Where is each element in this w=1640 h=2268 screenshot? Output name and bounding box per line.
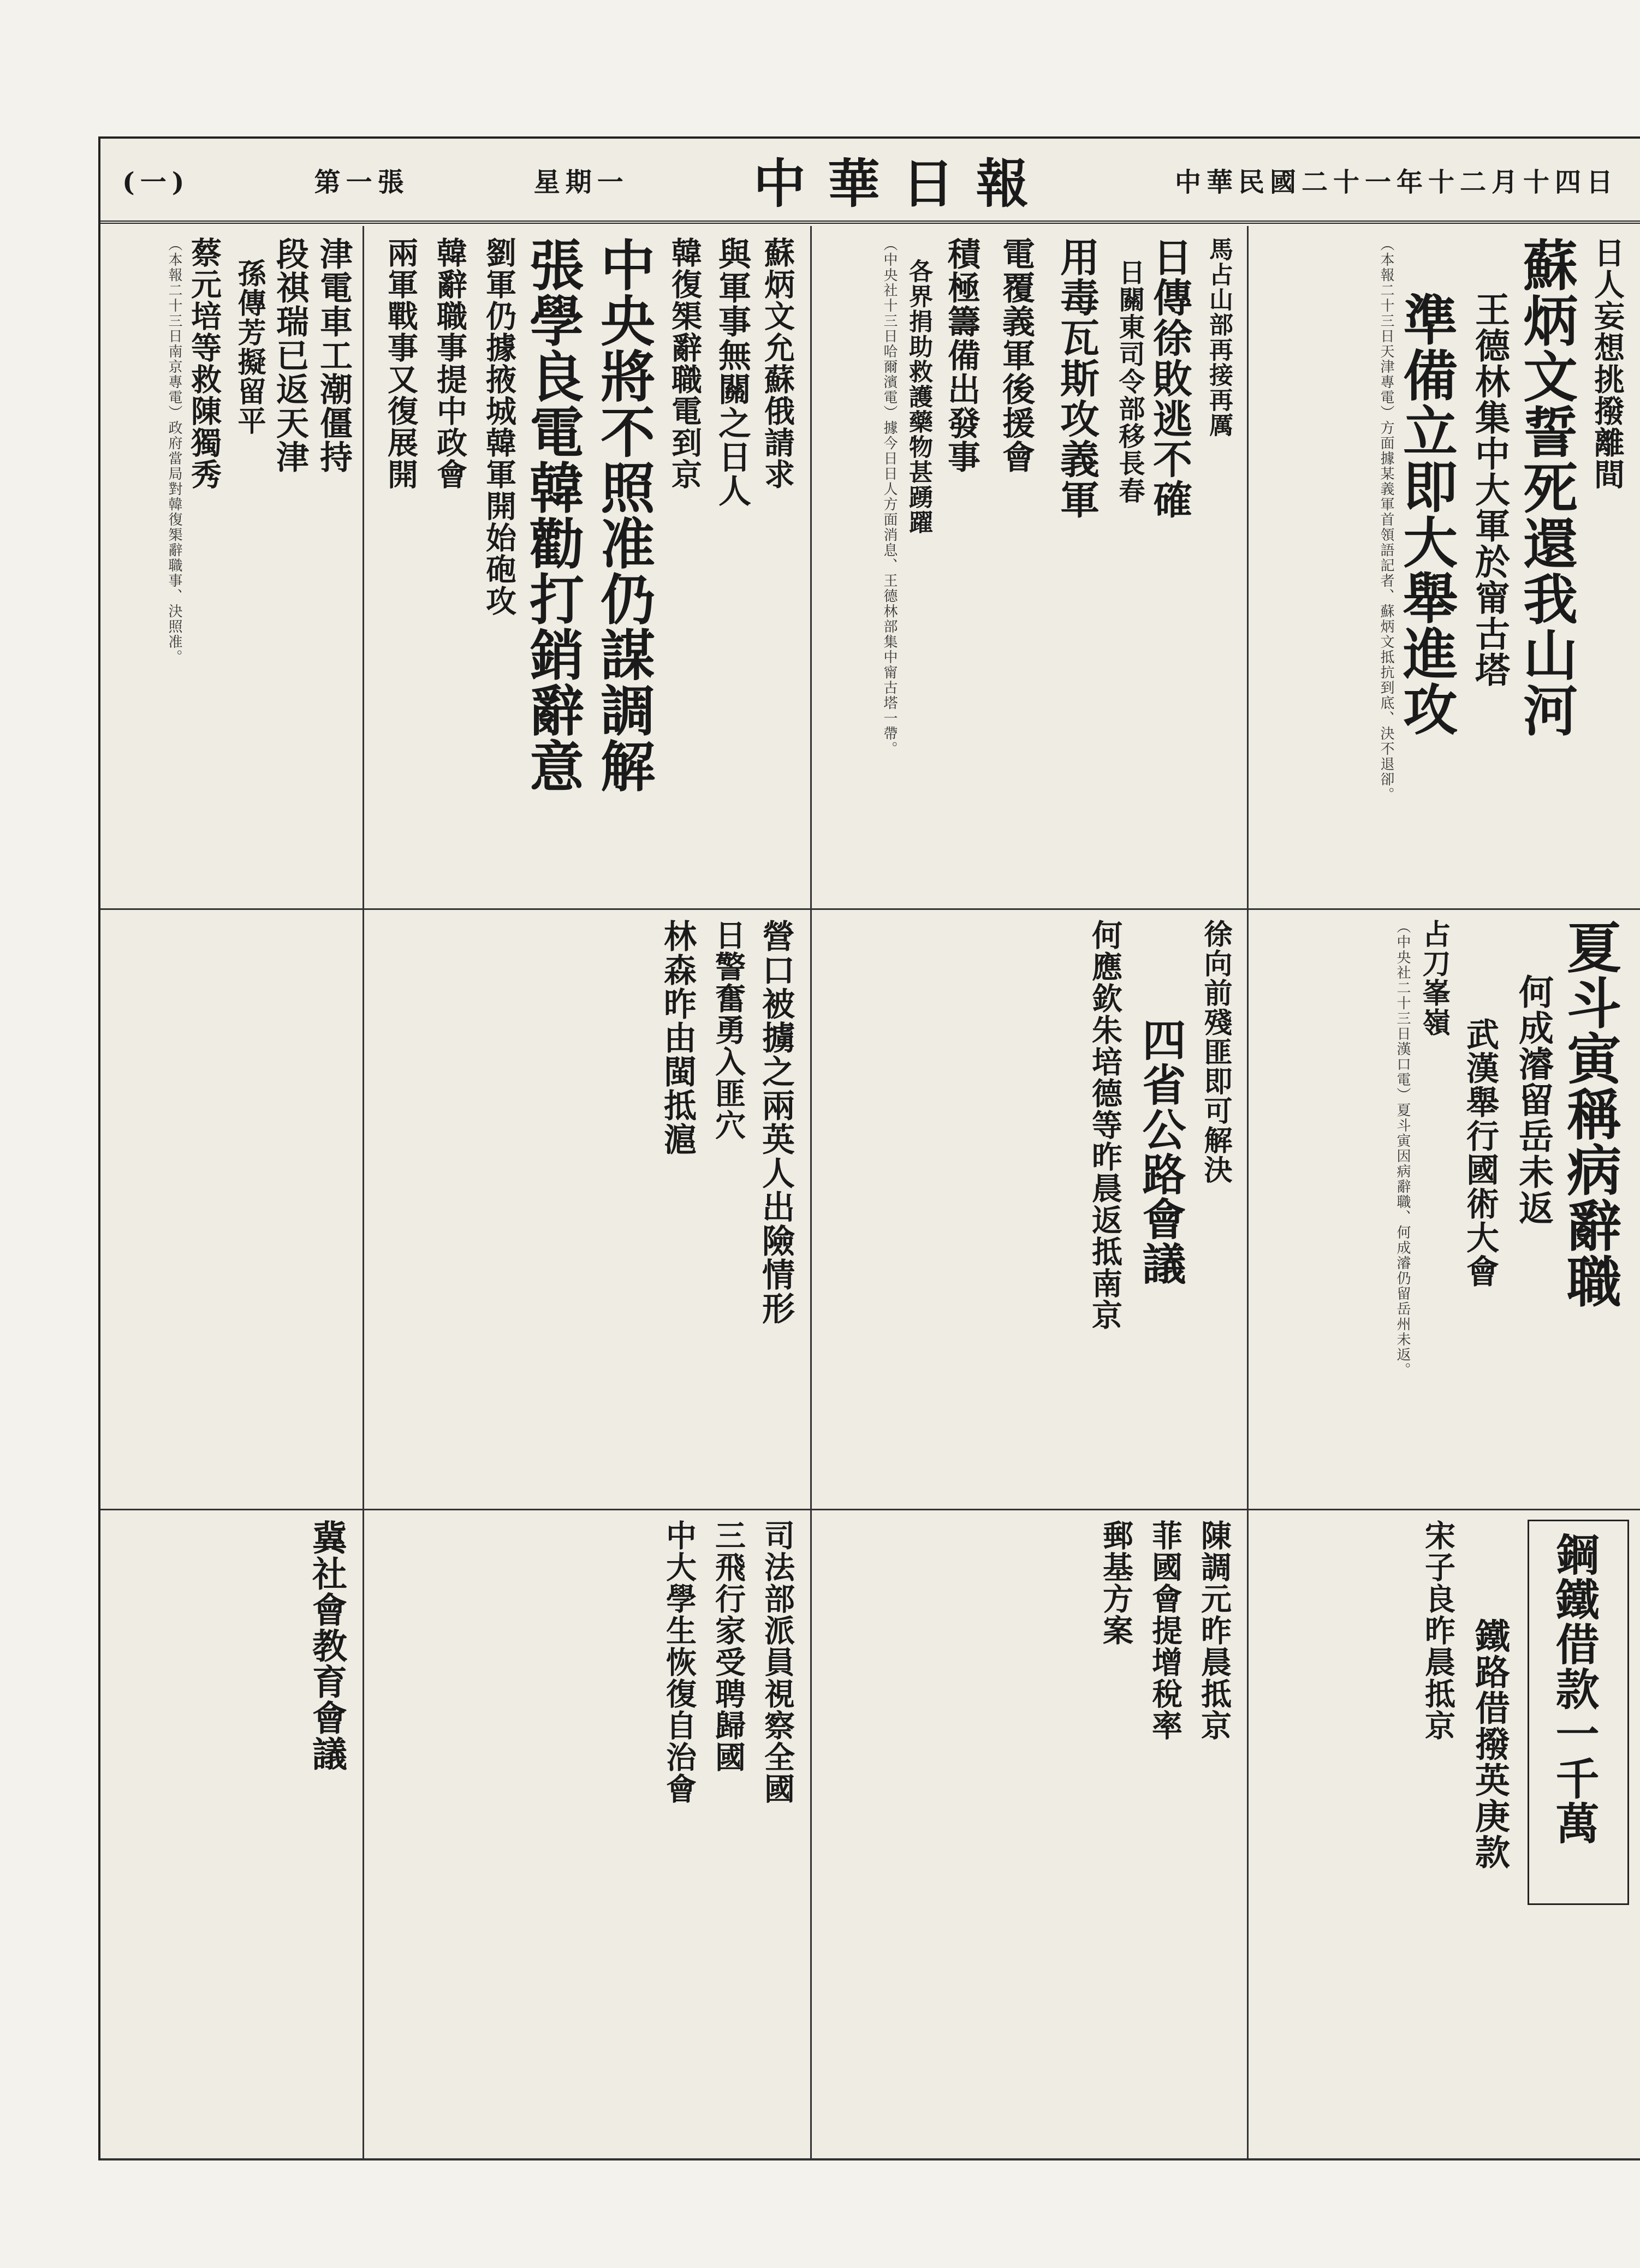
headline: 郵基方案	[1098, 1520, 1134, 1646]
headline: 王德林集中大軍於甯古塔	[1469, 291, 1510, 688]
article-tianjin	[100, 226, 364, 910]
masthead	[100, 139, 1640, 224]
article-body: （本報二十三日天津專電）方面據某義軍首領語記者、蘇炳文抵抗到底、決不退卻。	[1378, 237, 1394, 802]
headline: 日關東司令部移長春	[1114, 259, 1145, 504]
headline: 四省公路會議	[1135, 1017, 1186, 1286]
headline: 積極籌備出發事	[942, 237, 981, 474]
article-road-conference	[810, 908, 1249, 1510]
article-xu	[810, 226, 1249, 910]
page-number: (一)	[122, 166, 190, 198]
headline: 日警奮勇入匪穴	[710, 919, 746, 1141]
headline: 電覆義軍後援會	[997, 237, 1035, 474]
article-chen-tiaoyuan	[810, 1509, 1249, 2160]
headline: 日傳徐敗逃不確	[1146, 237, 1193, 520]
headline: 陳調元昨晨抵京	[1196, 1520, 1232, 1741]
weekday: 星期一	[533, 166, 629, 198]
headline: 津電車工潮僵持	[314, 237, 353, 474]
article-body: （中央社二十三日漢口電）夏斗寅因病辭職、何成濬仍留岳州未返。	[1394, 919, 1411, 1378]
headline: 張學良電韓勸打銷辭意	[520, 237, 585, 794]
headline: 各界捐助救護藥物甚踴躍	[905, 259, 932, 535]
headline: 韓復榘辭職電到京	[667, 237, 703, 490]
headline: 用毒瓦斯攻義軍	[1054, 237, 1100, 520]
headline: 日人妄想挑撥離間	[1589, 237, 1625, 490]
headline: 宋子良昨晨抵京	[1420, 1520, 1456, 1741]
headline: 孫傳芳擬留平	[233, 259, 266, 436]
headline: 準備立即大舉進攻	[1394, 291, 1458, 737]
headline: 徐向前殘匪即可解決	[1199, 919, 1232, 1184]
article-han-fuju	[363, 226, 812, 910]
headline: 蘇炳文誓死還我山河	[1514, 237, 1578, 738]
headline: 林森昨由閩抵滬	[658, 919, 697, 1156]
headline: 鋼鐵借款一千萬	[1548, 1532, 1600, 1846]
article-hebei-education	[100, 1509, 364, 2160]
headline: 三飛行家受聘歸國	[710, 1520, 746, 1773]
headline: 司法部派員視察全國	[759, 1520, 795, 1805]
headline: 中大學生恢復自治會	[661, 1520, 697, 1805]
sheet-label: 第一張	[314, 166, 409, 198]
article-yingkou	[363, 908, 812, 1510]
headline: 鐵路借撥英庚款	[1469, 1618, 1510, 1870]
headline: 武漢舉行國術大會	[1461, 1017, 1499, 1288]
article-xia-douyin	[1247, 908, 1640, 1510]
headline: 中央將不照准仍謀調解	[591, 237, 656, 794]
headline: 菲國會提增稅率	[1147, 1520, 1183, 1741]
headline: 與軍事無關之日人	[713, 237, 751, 508]
article-body: （本報二十三日南京專電）政府當局對韓復榘辭職事、決照准。	[166, 237, 182, 665]
newspaper-page	[98, 136, 1640, 2160]
headline-box	[1528, 1520, 1629, 1905]
headline: 劉軍仍據掖城韓軍開始砲攻	[481, 237, 517, 617]
headline: 占刀峯嶺	[1417, 919, 1451, 1037]
newspaper-name: 中華日報	[753, 152, 1050, 215]
article-su-bingwen	[1247, 226, 1640, 910]
headline: 何應欽朱培德等昨晨返抵南京	[1087, 919, 1123, 1331]
article-judicial	[363, 1509, 812, 2160]
headline: 營口被擄之兩英人出險情形	[757, 919, 795, 1325]
article-steel-loan	[1247, 1509, 1640, 2160]
headline: 韓辭職事提中政會	[432, 237, 468, 490]
article-misc-middle	[100, 908, 364, 1510]
headline: 段祺瑞已返天津	[271, 237, 309, 474]
headline: 蔡元培等救陳獨秀	[186, 237, 222, 490]
headline: 冀社會教育會議	[306, 1520, 347, 1772]
issue-date: 中華民國二十一年十二月十四日	[1174, 166, 1618, 198]
headline: 蘇炳文允蘇俄請求	[759, 237, 795, 490]
headline: 馬占山部再接再厲	[1205, 237, 1233, 438]
headline: 兩軍戰事又復展開	[383, 237, 419, 490]
headline: 何成濬留岳未返	[1513, 974, 1554, 1226]
headline: 夏斗寅稱病辭職	[1558, 919, 1622, 1309]
article-body: （中央社十三日哈爾濱電）據今日日人方面消息、王德林部集中甯古塔一帶。	[881, 237, 898, 757]
